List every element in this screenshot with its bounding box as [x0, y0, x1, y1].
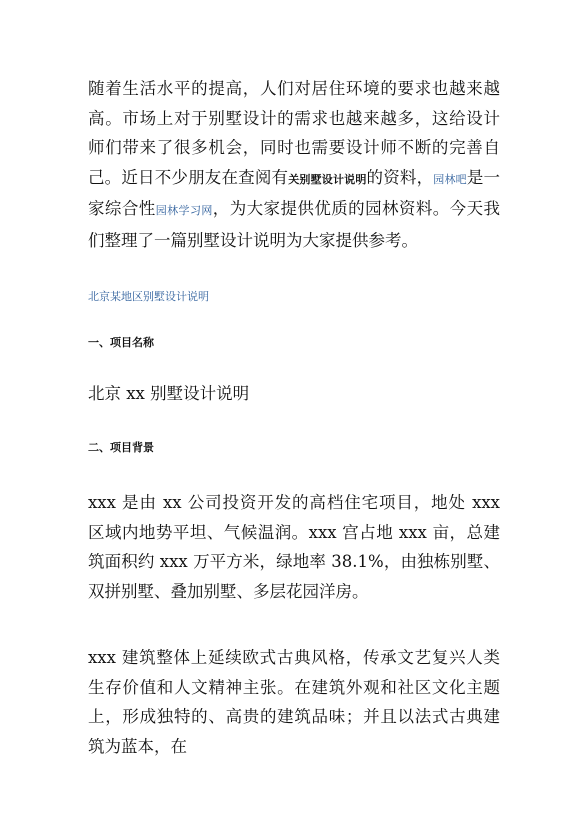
yuanlinba-link[interactable]: 园林吧 — [433, 172, 467, 186]
intro-text-3: 是一家综合性 — [88, 167, 501, 218]
intro-bold-keyword: 关别墅设计说明 — [288, 172, 367, 186]
document-title-link[interactable]: 北京某地区别墅设计说明 — [88, 290, 209, 303]
intro-paragraph — [88, 74, 500, 255]
background-paragraph-2: xxx 建筑整体上延续欧式古典风格，传承文艺复兴人类生存价值和人文精神主张。在建筑外观和社区文化主题上，形成独特的、高贵的建筑品味；并且以法式古典建筑为蓝本，在 — [88, 648, 500, 756]
background-paragraph-1: xxx 是由 xx 公司投资开发的高档住宅项目，地处 xxx 区域内地势平坦、气候温润。xxx 宫占地 xxx 亩，总建筑面积约 xxx 万平方米，绿地率 38.1%，由独栋别墅、双拼别墅、叠加别墅、多层花园洋房。 — [88, 493, 500, 601]
intro-text-4: ，为大家提供优质的园林资料。今天我们整理了一篇别墅设计说明为大家提供参考。 — [88, 199, 501, 250]
garden-study-link[interactable]: 园林学习网 — [155, 204, 213, 217]
intro-text-2: 的资料， — [366, 167, 434, 187]
section-heading-project-background: 二、项目背景 — [88, 441, 154, 454]
section-heading-project-name: 一、项目名称 — [88, 336, 154, 349]
intro-text-1: 随着生活水平的提高，人们对居住环境的要求也越来越高。市场上对于别墅设计的需求也越来越多，这给设计师们带来了很多机会，同时也需要设计师不断的完善自己。近日不少朋友在查阅有 — [88, 79, 500, 187]
project-name-text: 北京 xx 别墅设计说明 — [88, 384, 250, 403]
